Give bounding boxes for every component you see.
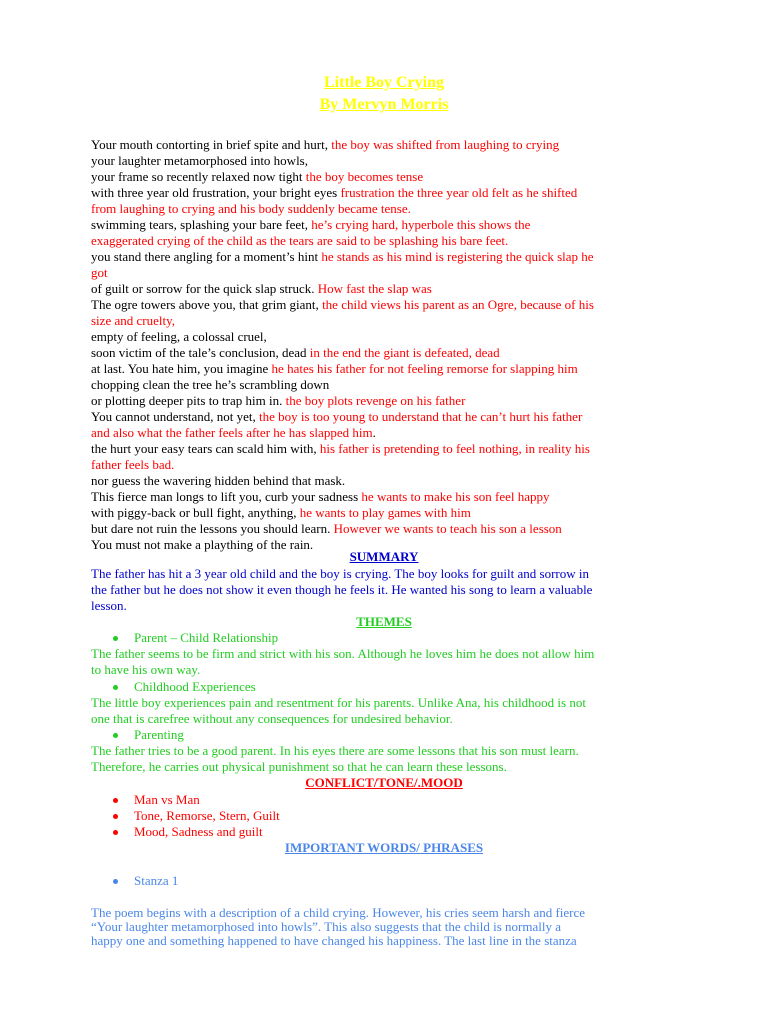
- poem-text: your laughter metamorphosed into howls,: [91, 153, 308, 168]
- important-heading: IMPORTANT WORDS/ PHRASES: [284, 840, 484, 855]
- poem-text: nor guess the wavering hidden behind that mask.: [91, 473, 346, 488]
- poem-annotation: he wants to make his son feel happy: [361, 489, 550, 504]
- poem-annotation: the boy becomes tense: [305, 169, 424, 184]
- conflict-item: Tone, Remorse, Stern, Guilt: [134, 808, 280, 823]
- theme-line: The father tries to be a good parent. In his eyes there are some lessons that his son must learn.: [91, 743, 579, 758]
- theme-label: Parenting: [134, 727, 184, 742]
- poem-line: [91, 505, 691, 521]
- bullet-dot-icon: [113, 798, 118, 803]
- poem-annotation: his father is pretending to feel nothing, in reality his: [319, 441, 590, 456]
- summary-heading: SUMMARY: [349, 549, 419, 564]
- bullet-dot-icon: [113, 685, 118, 690]
- poem-text: the hurt your easy tears can scald him with,: [91, 441, 320, 456]
- theme-line: Therefore, he carries out physical punishment so that he can learn these lessons.: [91, 759, 507, 774]
- summary-line: the father but he does not show it even though he feels it. He wanted his song to learn a valuable: [91, 582, 593, 597]
- poem-annotation: in the end the giant is defeated, dead: [309, 345, 500, 360]
- poem-line: [91, 201, 691, 217]
- poem-annotation: size and cruelty,: [91, 313, 175, 328]
- poem-line: [91, 521, 691, 537]
- theme-line: one that is carefree without any consequences for undesired behavior.: [91, 711, 453, 726]
- important-line: happy one and something happened to have changed his happiness. The last line in the stanza: [91, 933, 577, 948]
- poem-line: [91, 393, 691, 409]
- poem-text: at last. You hate him, you imagine: [91, 361, 272, 376]
- poem-line: [91, 313, 691, 329]
- bullet-dot-icon: [113, 814, 118, 819]
- poem-annotation: exaggerated crying of the child as the tears are said to be splashing his bare feet.: [91, 233, 509, 248]
- poem-annotation: he wants to play games with him: [299, 505, 471, 520]
- poem-text: chopping clean the tree he’s scrambling down: [91, 377, 330, 392]
- bullet-dot-icon: [113, 733, 118, 738]
- poem-text: Your mouth contorting in brief spite and hurt,: [91, 137, 332, 152]
- theme-label: Childhood Experiences: [134, 679, 256, 694]
- poem-annotation: he stands as his mind is registering the quick slap he: [321, 249, 594, 264]
- poem-text: but dare not ruin the lessons you should learn.: [91, 521, 334, 536]
- poem-author: By Mervyn Morris: [319, 96, 449, 113]
- theme-bullet: [113, 630, 278, 646]
- poem-annotation: the boy plots revenge on his father: [285, 393, 466, 408]
- poem-line: [91, 425, 691, 441]
- bullet-dot-icon: [113, 879, 118, 884]
- poem-line: [91, 185, 691, 201]
- poem-annotation: from laughing to crying and his body suddenly became tense.: [91, 201, 411, 216]
- poem-text: your frame so recently relaxed now tight: [91, 169, 306, 184]
- stanza-label: Stanza 1: [134, 873, 179, 888]
- theme-line: The father seems to be firm and strict with his son. Although he loves him he does not allow him: [91, 646, 595, 661]
- conflict-bullet: [113, 808, 280, 824]
- stanza-bullet: [113, 873, 178, 889]
- poem-annotation: frustration the three year old felt as he shifted: [340, 185, 578, 200]
- poem-line: [91, 153, 691, 169]
- poem-line: [91, 169, 691, 185]
- poem-text: swimming tears, splashing your bare feet,: [91, 217, 312, 232]
- bullet-dot-icon: [113, 830, 118, 835]
- poem-annotation: he hates his father for not feeling remorse for slapping him: [271, 361, 578, 376]
- poem-line: [91, 473, 691, 489]
- poem-text: with piggy-back or bull fight, anything,: [91, 505, 300, 520]
- poem-line: [91, 377, 691, 393]
- poem-line: [91, 249, 691, 265]
- poem-line: [91, 409, 691, 425]
- poem-line: [91, 297, 691, 313]
- poem-annotation: father feels bad.: [91, 457, 175, 472]
- theme-bullet: [113, 727, 184, 743]
- poem-annotation: However we wants to teach his son a lesson: [333, 521, 562, 536]
- poem-annotation: the boy is too young to understand that he can’t hurt his father: [259, 409, 583, 424]
- poem-text: of guilt or sorrow for the quick slap struck.: [91, 281, 318, 296]
- poem-text: empty of feeling, a colossal cruel,: [91, 329, 267, 344]
- conflict-item: Man vs Man: [134, 792, 200, 807]
- poem-text: You cannot understand, not yet,: [91, 409, 260, 424]
- conflict-heading: CONFLICT/TONE/.MOOD: [305, 775, 463, 790]
- conflict-bullet: [113, 824, 263, 840]
- poem-text: soon victim of the tale’s conclusion, dead: [91, 345, 310, 360]
- poem-annotation: the boy was shifted from laughing to crying: [331, 137, 560, 152]
- summary-line: The father has hit a 3 year old child and the boy is crying. The boy looks for guilt and sorrow in: [91, 566, 589, 581]
- poem-annotation: and also what the father feels after he has slapped him: [91, 425, 373, 440]
- poem-line: [91, 281, 691, 297]
- poem-annotation: got: [91, 265, 108, 280]
- theme-line: The little boy experiences pain and resentment for his parents. Unlike Ana, his childhood is not: [91, 695, 586, 710]
- poem-annotation: How fast the slap was: [317, 281, 432, 296]
- theme-line: to have his own way.: [91, 662, 201, 677]
- bullet-dot-icon: [113, 636, 118, 641]
- poem-title: Little Boy Crying: [324, 74, 444, 91]
- conflict-bullet: [113, 792, 200, 808]
- poem-line: [91, 489, 691, 505]
- poem-text: This fierce man longs to lift you, curb your sadness: [91, 489, 362, 504]
- poem-line: [91, 329, 691, 345]
- poem-annotation: he’s crying hard, hyperbole this shows the: [311, 217, 531, 232]
- poem-text: or plotting deeper pits to trap him in.: [91, 393, 286, 408]
- poem-text: you stand there angling for a moment’s hint: [91, 249, 322, 264]
- poem-line: [91, 441, 691, 457]
- poem-line: [91, 217, 691, 233]
- conflict-item: Mood, Sadness and guilt: [134, 824, 263, 839]
- poem-text: The ogre towers above you, that grim giant,: [91, 297, 323, 312]
- poem-annotation: the child views his parent as an Ogre, because of his: [322, 297, 594, 312]
- poem-line: [91, 233, 691, 249]
- theme-label: Parent – Child Relationship: [134, 630, 279, 645]
- theme-bullet: [113, 679, 256, 695]
- important-line: “Your laughter metamorphosed into howls”. This also suggests that the child is normally a: [91, 919, 561, 934]
- poem-line: [91, 457, 691, 473]
- poem-text: .: [372, 425, 376, 440]
- themes-heading: THEMES: [356, 614, 412, 629]
- poem-line: [91, 265, 691, 281]
- important-line: The poem begins with a description of a child crying. However, his cries seem harsh and fierce: [91, 905, 586, 920]
- summary-line: lesson.: [91, 598, 127, 613]
- poem-text: You must not make a plaything of the rain.: [91, 537, 314, 552]
- poem-text: with three year old frustration, your bright eyes: [91, 185, 341, 200]
- poem-line: [91, 137, 691, 153]
- poem-line: [91, 345, 691, 361]
- poem-line: [91, 361, 691, 377]
